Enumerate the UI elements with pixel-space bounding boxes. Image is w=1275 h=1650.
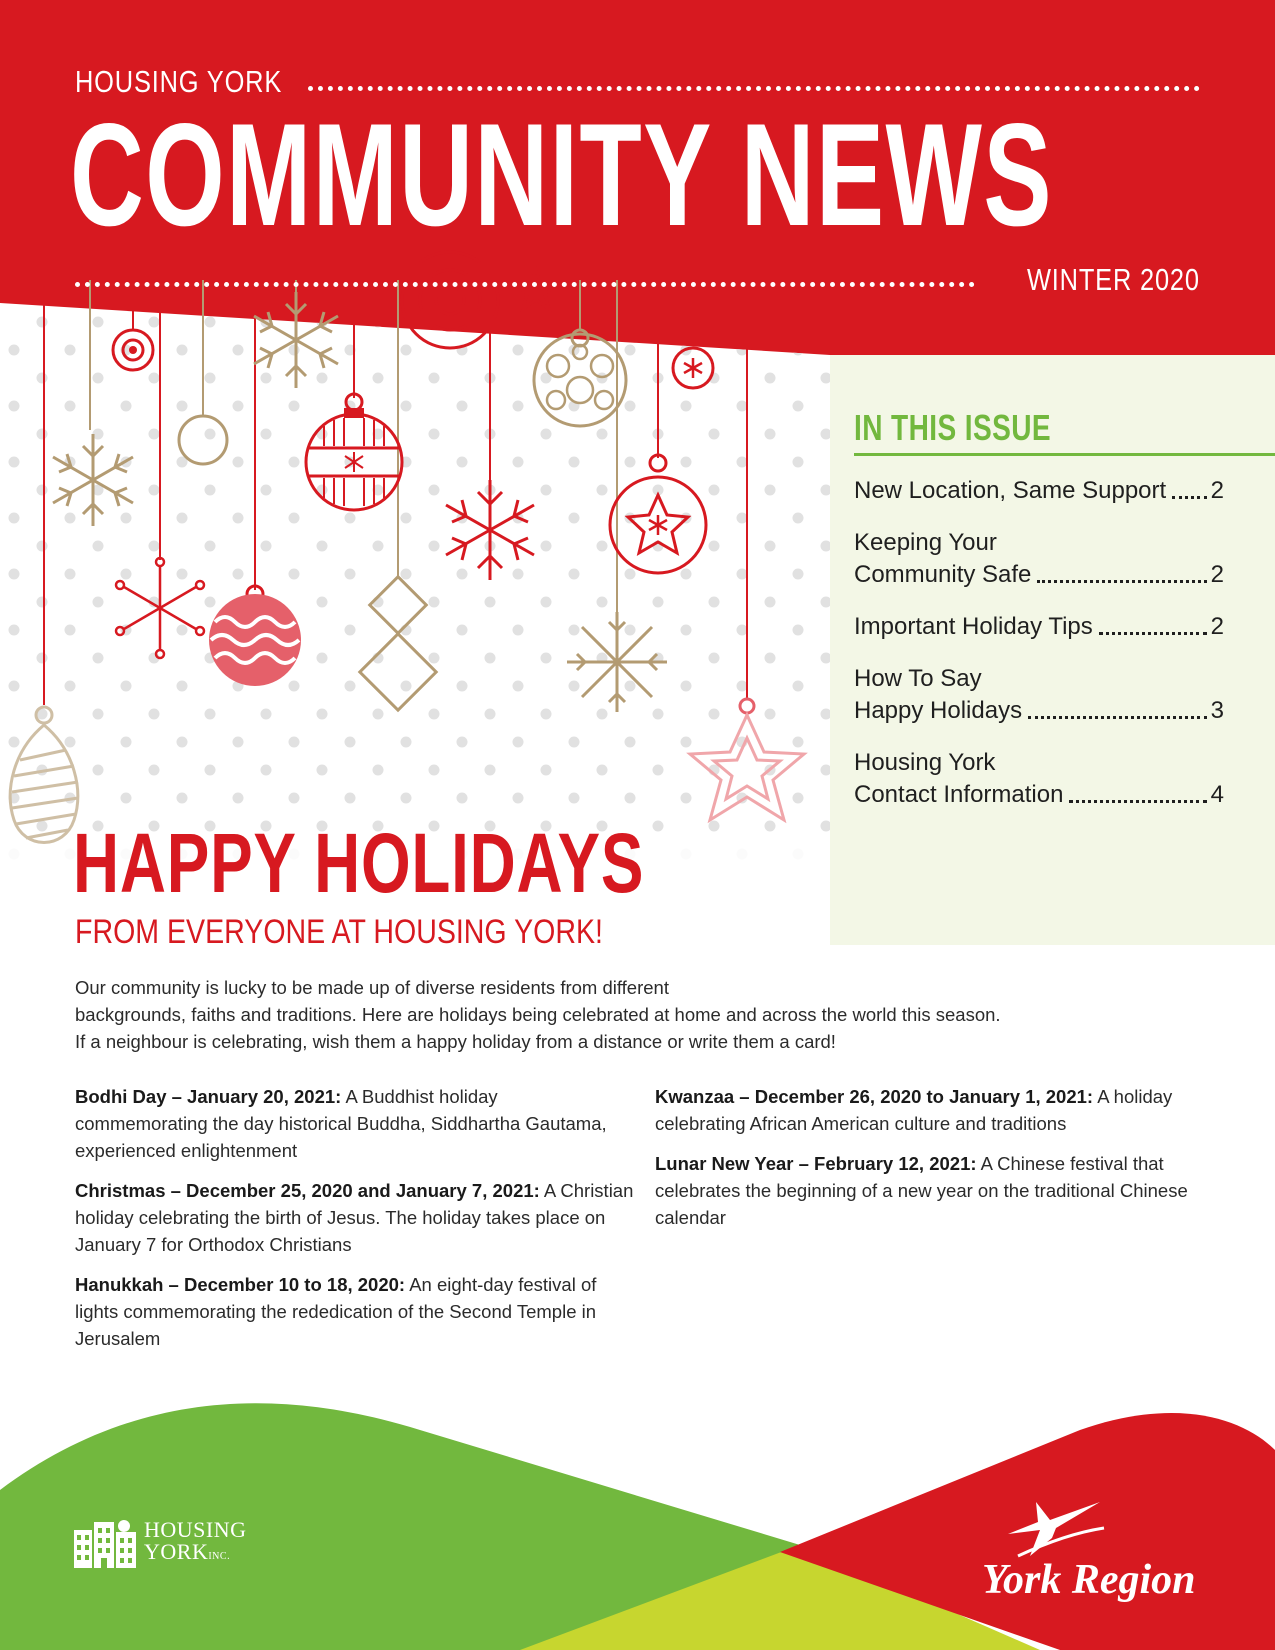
intro-line: backgrounds, faiths and traditions. Here are holidays being celebrated at home and across the world this season.: [75, 1004, 1001, 1025]
buildings-icon: [72, 1518, 140, 1568]
wordmark-york: YORK: [144, 1539, 209, 1564]
holiday-entry: [75, 1177, 635, 1258]
toc-leader: [1069, 800, 1206, 803]
org-name: HOUSING YORK: [75, 64, 283, 99]
holiday-entry: [655, 1150, 1215, 1231]
holiday-column-left: [75, 1083, 635, 1365]
toc-item-page: 2: [1210, 613, 1224, 640]
toc-item-label: Important Holiday Tips: [854, 613, 1093, 640]
holiday-column-right: [655, 1083, 1215, 1244]
holiday-description: An eight-day festival of lights commemorating the rededication of the Second Temple in Jerusalem: [75, 1274, 597, 1349]
issue-date: WINTER 2020: [1027, 262, 1200, 297]
holiday-name: Bodhi Day – January 20, 2021:: [75, 1086, 342, 1107]
holiday-name: Lunar New Year – February 12, 2021:: [655, 1153, 977, 1174]
housing-york-logo: [72, 1518, 247, 1568]
greeting-title: HAPPY HOLIDAYS: [73, 816, 645, 910]
wordmark-line: HOUSING: [144, 1517, 247, 1542]
intro-paragraph: [75, 974, 1075, 1055]
masthead-title: COMMUNITY NEWS: [70, 93, 1053, 256]
toc-leader: [1028, 716, 1207, 719]
holiday-entry: [655, 1083, 1215, 1137]
housing-york-wordmark: [144, 1519, 247, 1568]
holiday-entry: [75, 1271, 635, 1352]
in-this-issue-panel: [830, 355, 1275, 945]
york-region-wordmark: York Region: [982, 1557, 1196, 1603]
toc-item-label: Housing York Contact Information: [854, 749, 1064, 808]
holiday-description: A Chinese festival that celebrates the beginning of a new year on the traditional Chinese calendar: [655, 1153, 1188, 1228]
toc-list: [854, 475, 1224, 831]
wordmark-inc: INC.: [208, 1551, 231, 1562]
holiday-name: Kwanzaa – December 26, 2020 to January 1, 2021:: [655, 1086, 1094, 1107]
toc-item[interactable]: [854, 527, 1224, 591]
toc-item-label: How To Say Happy Holidays: [854, 665, 1023, 724]
toc-item[interactable]: [854, 611, 1224, 643]
toc-item-label: New Location, Same Support: [854, 477, 1167, 504]
toc-item[interactable]: [854, 475, 1224, 507]
greeting-subtitle: FROM EVERYONE AT HOUSING YORK!: [75, 913, 603, 951]
holiday-name: Christmas – December 25, 2020 and January 7, 2021:: [75, 1180, 540, 1201]
york-region-star-icon: [978, 1498, 1108, 1560]
issue-line: [75, 258, 1200, 302]
holiday-description: A Christian holiday celebrating the birth of Jesus. The holiday takes place on January 7 for Orthodox Christians: [75, 1180, 634, 1255]
toc-item[interactable]: [854, 663, 1224, 727]
intro-line: If a neighbour is celebrating, wish them a happy holiday from a distance or write them a card!: [75, 1031, 836, 1052]
holiday-entry: [75, 1083, 635, 1164]
toc-leader: [1172, 496, 1206, 499]
toc-item-page: 4: [1210, 781, 1224, 808]
wordmark-line: [144, 1541, 247, 1568]
dotted-rule-top: [308, 86, 1200, 91]
holiday-description: A Buddhist holiday commemorating the day historical Buddha, Siddhartha Gautama, experienced enlightenment: [75, 1086, 607, 1161]
toc-item-label: Keeping Your Community Safe: [854, 529, 1032, 588]
dotted-rule-bottom: [75, 282, 975, 287]
toc-leader: [1037, 580, 1206, 583]
holiday-description: A holiday celebrating African American culture and traditions: [655, 1086, 1173, 1134]
toc-item[interactable]: [854, 747, 1224, 811]
toc-leader: [1099, 632, 1207, 635]
holiday-name: Hanukkah – December 10 to 18, 2020:: [75, 1274, 406, 1295]
toc-item-page: 3: [1210, 697, 1224, 724]
toc-item-page: 2: [1210, 477, 1224, 504]
toc-title: IN THIS ISSUE: [854, 407, 1051, 448]
intro-line: Our community is lucky to be made up of diverse residents from different: [75, 977, 669, 998]
toc-divider: [854, 453, 1275, 456]
toc-item-page: 2: [1210, 561, 1224, 588]
